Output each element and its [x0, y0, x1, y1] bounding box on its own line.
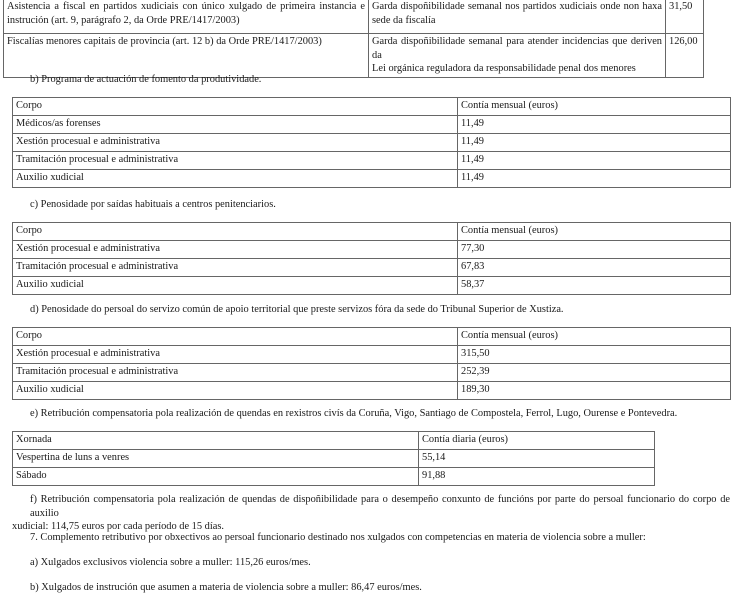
table-cell: Xestión procesual e administrativa [13, 346, 458, 364]
table-cell [369, 0, 666, 34]
table-cell: Tramitación procesual e administrativa [13, 259, 458, 277]
cell-text: Lei orgánica reguladora da responsabilidade penal dos menores [372, 63, 636, 75]
table-cell: Sábado [13, 468, 419, 486]
table-cell [4, 0, 369, 34]
table-cell: 315,50 [458, 346, 731, 364]
table-row [13, 241, 731, 259]
column-header: Contía diaria (euros) [419, 432, 655, 450]
fiscal-guard-table [3, 0, 704, 78]
table-row [13, 116, 731, 134]
table-cell: Xestión procesual e administrativa [13, 134, 458, 152]
table-cell [369, 34, 666, 78]
section-f-paragraph [12, 493, 730, 534]
cell-text: Fiscalías menores capitais de provincia (art. 12 b) da Orde PRE/1417/2003) [7, 36, 322, 47]
column-header: Xornada [13, 432, 419, 450]
table-cell: Tramitación procesual e administrativa [13, 364, 458, 382]
table-row [13, 259, 731, 277]
table-row [4, 34, 704, 78]
territorial-support-table [12, 327, 731, 400]
table-cell: Auxilio xudicial [13, 277, 458, 295]
section-f-line: xudicial: 114,75 euros por cada período de 15 días. [12, 521, 224, 533]
cell-text: instrución (art. 9, parágrafo 2, da Orde PRE/1417/2003) [7, 14, 240, 26]
table-cell: 77,30 [458, 241, 731, 259]
table-row [13, 346, 731, 364]
table-cell: 11,49 [458, 152, 731, 170]
section-f-line: f) Retribución compensatoria pola realización de quendas de dispoñibilidade para o desempeño conxunto de funcións por parte do persoal funcionario do corpo de auxilio [30, 494, 730, 519]
table-row [13, 468, 655, 486]
table-header-row [13, 98, 731, 116]
table-cell: 11,49 [458, 134, 731, 152]
table-cell: 91,88 [419, 468, 655, 486]
section-b-heading: b) Programa de actuación de fomento da produtividade. [30, 74, 262, 85]
section-c-heading: c) Penosidade por saídas habituais a centros penitenciarios. [30, 199, 276, 210]
column-header: Contía mensual (euros) [458, 223, 731, 241]
table-cell: Médicos/as forenses [13, 116, 458, 134]
section-d-heading: d) Penosidade do persoal do servizo común de apoio territorial que preste servizos fóra da sede do Tribunal Superior de Xustiza. [30, 304, 564, 315]
table-cell: 11,49 [458, 170, 731, 188]
cell-text: Garda dispoñibilidade semanal nos partidos xudiciais onde non haxa [372, 1, 662, 12]
table-row [13, 364, 731, 382]
table-row [4, 0, 704, 34]
table-cell: Vespertina de luns a venres [13, 450, 419, 468]
table-header-row [13, 223, 731, 241]
section-7-heading: 7. Complemento retributivo por obxectivos ao persoal funcionario destinado nos xulgados con competencias en materia de violencia sobre a muller: [30, 532, 646, 543]
productivity-table [12, 97, 731, 188]
civil-registry-shifts-table [12, 431, 655, 486]
column-header: Corpo [13, 328, 458, 346]
cell-text: Garda dispoñibilidade semanal para atender incidencias que deriven da [372, 36, 662, 61]
table-cell [4, 34, 369, 78]
penitentiary-table [12, 222, 731, 295]
section-7-item-a: a) Xulgados exclusivos violencia sobre a muller: 115,26 euros/mes. [30, 557, 311, 568]
column-header: Contía mensual (euros) [458, 98, 731, 116]
table-cell: Auxilio xudicial [13, 382, 458, 400]
column-header: Corpo [13, 98, 458, 116]
column-header: Contía mensual (euros) [458, 328, 731, 346]
table-row [13, 382, 731, 400]
table-cell: Tramitación procesual e administrativa [13, 152, 458, 170]
table-cell: Xestión procesual e administrativa [13, 241, 458, 259]
table-cell: 11,49 [458, 116, 731, 134]
cell-text: Asistencia a fiscal en partidos xudiciais con único xulgado de primeira instancia e [7, 1, 365, 12]
table-row [13, 277, 731, 295]
table-cell: Auxilio xudicial [13, 170, 458, 188]
cell-text: sede da fiscalía [372, 14, 436, 26]
table-header-row [13, 432, 655, 450]
table-row [13, 134, 731, 152]
table-cell: 58,37 [458, 277, 731, 295]
table-row [13, 152, 731, 170]
column-header: Corpo [13, 223, 458, 241]
table-cell: 189,30 [458, 382, 731, 400]
table-cell: 55,14 [419, 450, 655, 468]
table-row [13, 170, 731, 188]
section-7-item-b: b) Xulgados de instrución que asumen a materia de violencia sobre a muller: 86,47 euros/mes. [30, 582, 422, 593]
table-row [13, 450, 655, 468]
table-header-row [13, 328, 731, 346]
section-e-heading: e) Retribución compensatoria pola realización de quendas en rexistros civís da Coruña, Vigo, Santiago de Compostela, Ferrol, Lugo, Ourense e Pontevedra. [30, 408, 678, 419]
amount-cell: 126,00 [666, 34, 704, 78]
amount-cell: 31,50 [666, 0, 704, 34]
table-cell: 67,83 [458, 259, 731, 277]
table-cell: 252,39 [458, 364, 731, 382]
